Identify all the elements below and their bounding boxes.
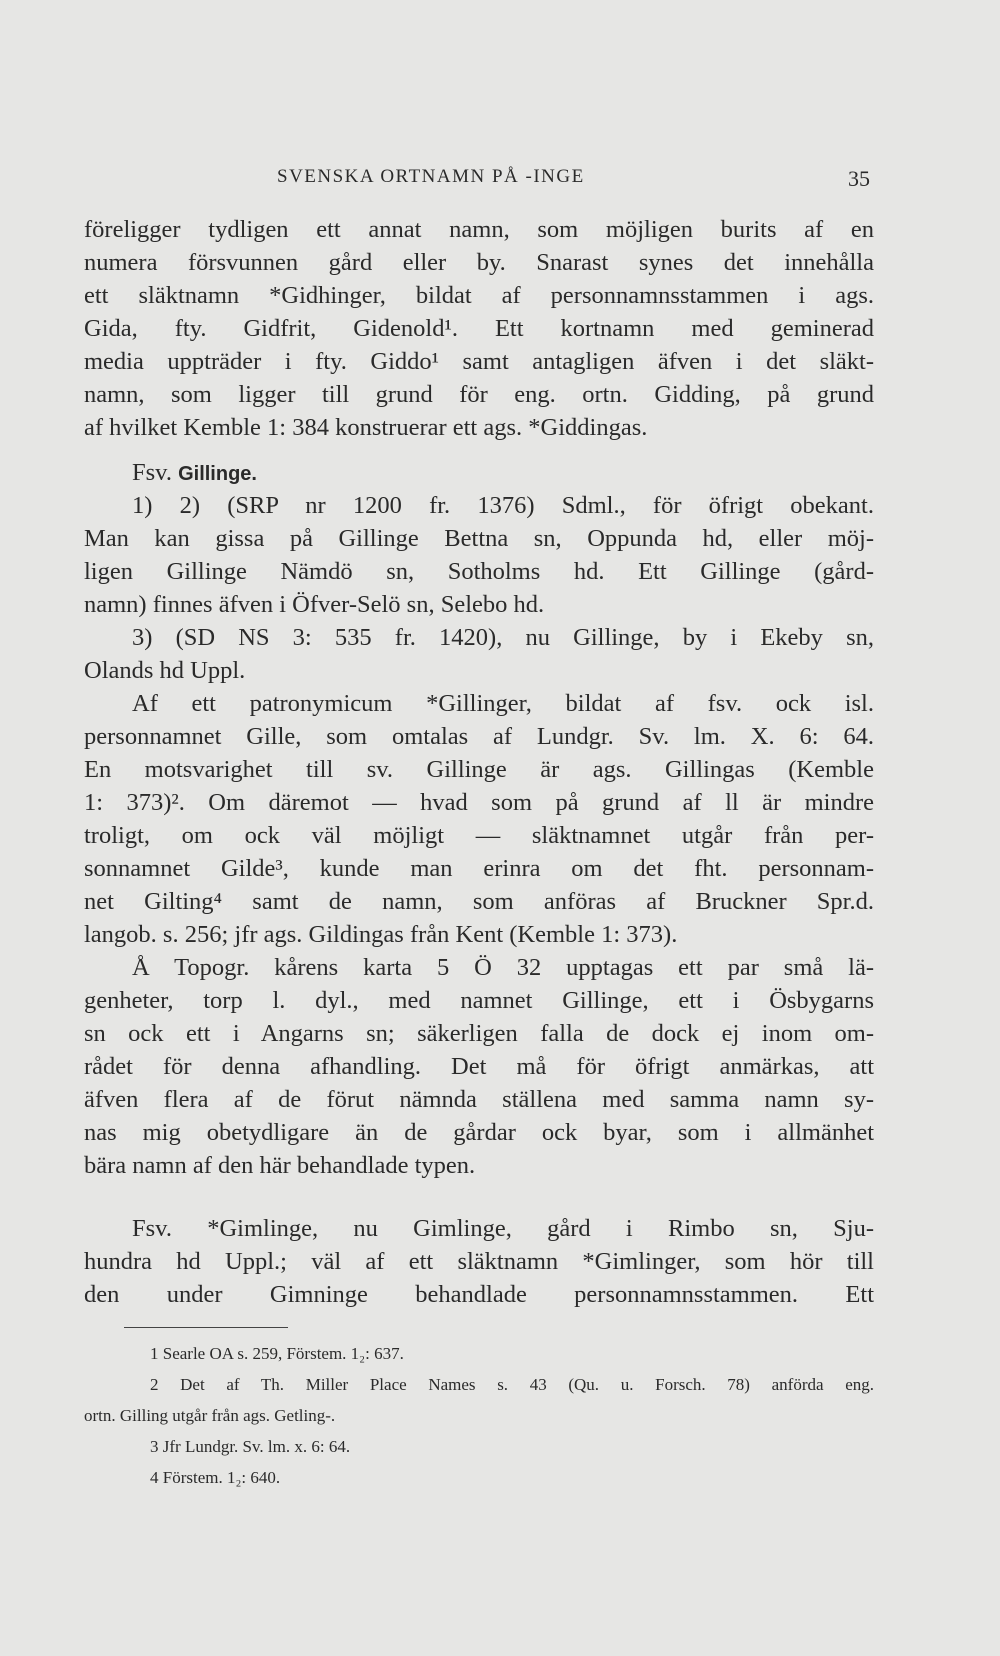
text-line: ett släktnamn *Gidhinger, bildat af personnamnsstammen i ags. (84, 282, 874, 309)
text-line: rådet för denna afhandling. Det må för öfrigt anmärkas, att (84, 1053, 874, 1080)
text-line: sonnamnet Gilde³, kunde man erinra om det fht. personnam- (84, 855, 874, 882)
entry-prefix: Fsv. (132, 459, 172, 486)
text-line: 1: 373)². Om däremot — hvad som på grund af ll är mindre (84, 789, 874, 816)
text-line: 3) (SD NS 3: 535 fr. 1420), nu Gillinge, by i Ekeby sn, (132, 624, 874, 651)
text-line: Olands hd Uppl. (84, 657, 246, 684)
text-line: Å Topogr. kårens karta 5 Ö 32 upptagas ett par små lä- (132, 954, 874, 981)
text-line: af hvilket Kemble 1: 384 konstruerar ett ags. *Giddingas. (84, 414, 648, 441)
text-line: En motsvarighet till sv. Gillinge är ags. Gillingas (Kemble (84, 756, 874, 783)
text-line: personnamnet Gille, som omtalas af Lundgr. Sv. lm. X. 6: 64. (84, 723, 874, 750)
text-line: troligt, om ock väl möjligt — släktnamnet utgår från per- (84, 822, 874, 849)
text-line: media uppträder i fty. Giddo¹ samt antagligen äfven i det släkt- (84, 348, 874, 375)
paragraph-etymology (84, 687, 874, 951)
text-line: sn ock ett i Angarns sn; säkerligen falla de dock ej inom om- (84, 1020, 874, 1047)
entry-heading-gillinge (84, 456, 874, 489)
footnote: 1 Searle OA s. 259, Förstem. 1₂: 637. (150, 1344, 404, 1363)
paragraph-topogr (84, 951, 874, 1182)
paragraph-gimlinge (84, 1212, 874, 1311)
footnote: ortn. Gilling utgår från ags. Getling-. (84, 1406, 336, 1425)
text-line: 1) 2) (SRP nr 1200 fr. 1376) Sdml., för öfrigt obekant. (132, 492, 874, 519)
text-line: net Gilting⁴ samt de namn, som anföras af Bruckner Spr.d. (84, 888, 874, 915)
page-body (84, 213, 874, 1493)
text-line: nas mig obetydligare än de gårdar ock byar, som i allmänhet (84, 1119, 874, 1146)
text-line: numera försvunnen gård eller by. Snarast synes det innehålla (84, 249, 874, 276)
footnote: 3 Jfr Lundgr. Sv. lm. x. 6: 64. (150, 1437, 351, 1456)
footnote-rule (124, 1327, 288, 1328)
text-line: hundra hd Uppl.; väl af ett släktnamn *Gimlinger, som hör till (84, 1248, 874, 1275)
paragraph-gid (84, 213, 874, 444)
text-line: bära namn af den här behandlade typen. (84, 1152, 476, 1179)
page-number: 35 (848, 166, 870, 191)
text-line: föreligger tydligen ett annat namn, som möjligen burits af en (84, 216, 874, 243)
running-title: SVENSKA ORTNAMN PÅ -INGE (277, 166, 585, 187)
text-line: namn) finnes äfven i Öfver-Selö sn, Selebo hd. (84, 591, 545, 618)
text-line: Fsv. *Gimlinge, nu Gimlinge, gård i Rimbo sn, Sju- (132, 1215, 874, 1242)
footnotes (84, 1338, 874, 1493)
text-line: namn, som ligger till grund för eng. ortn. Gidding, på grund (84, 381, 874, 408)
footnote: 4 Förstem. 1₂: 640. (150, 1468, 281, 1487)
paragraph-sources (84, 489, 874, 621)
text-line: langob. s. 256; jfr ags. Gildingas från Kent (Kemble 1: 373). (84, 921, 678, 948)
text-line: den under Gimninge behandlade personnamnsstammen. Ett (84, 1281, 874, 1308)
text-line: Af ett patronymicum *Gillinger, bildat af fsv. ock isl. (132, 690, 874, 717)
footnote: 2 Det af Th. Miller Place Names s. 43 (Qu. u. Forsch. 78) anförda eng. (150, 1375, 874, 1394)
entry-name: Gillinge. (178, 463, 257, 485)
text-line: Gida, fty. Gidfrit, Gidenold¹. Ett kortnamn med geminerad (84, 315, 874, 342)
text-line: äfven flera af de förut nämnda ställena med samma namn sy- (84, 1086, 874, 1113)
paragraph-source-3 (84, 621, 874, 687)
text-line: genheter, torp l. dyl., med namnet Gillinge, ett i Ösbygarns (84, 987, 874, 1014)
text-line: ligen Gillinge Nämdö sn, Sotholms hd. Ett Gillinge (gård- (84, 558, 874, 585)
text-line: Man kan gissa på Gillinge Bettna sn, Oppunda hd, eller möj- (84, 525, 874, 552)
